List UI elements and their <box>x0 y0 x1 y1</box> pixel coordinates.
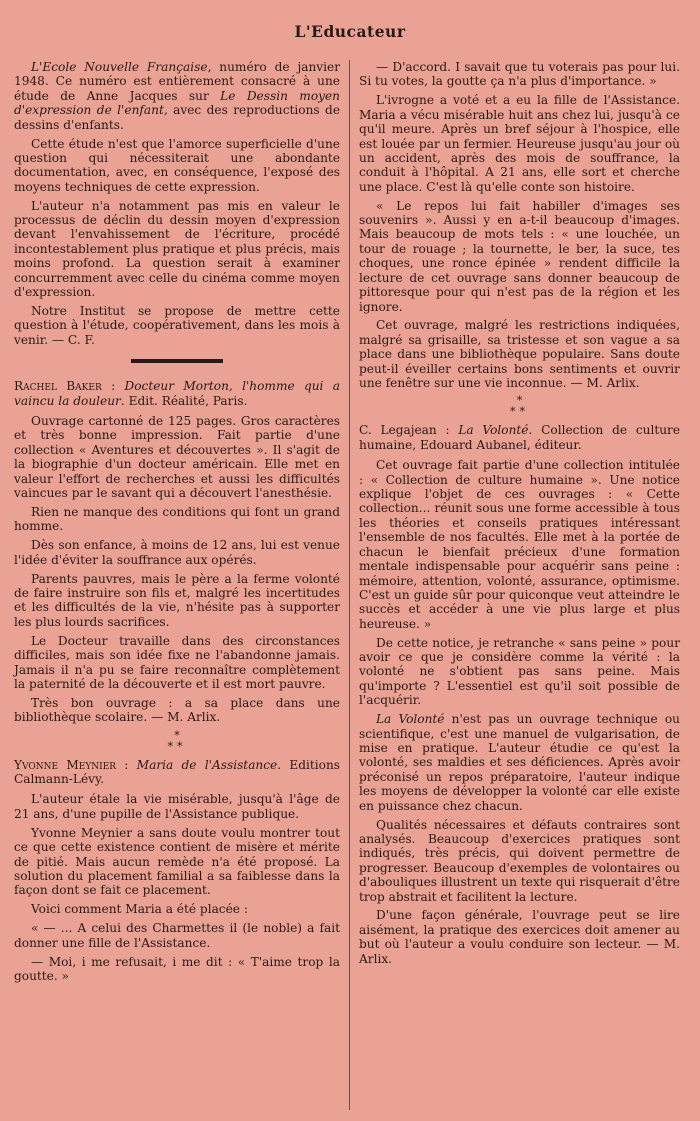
section-stars: * ** <box>510 394 529 419</box>
review-body-legajean <box>359 458 680 707</box>
paragraph: L'auteur étale la vie misérable, jusqu'à l'âge de 21 ans, d'une pupille de l'Assistance publique. <box>14 792 340 821</box>
review-body-meynier <box>14 792 340 983</box>
paragraph: L'ivrogne a voté et a eu la fille de l'Assistance. Maria a vécu misérable huit ans chez lui, jusqu'à ce qu'il meure. Après un bref séjour à l'hospice, elle est louée par un fermier. Heureuse jusqu'au jour où un accident, après des mois de souffrance, la conduit à l'hôpital. A 21 ans, elle sort et cherche une place. C'est là qu'elle conte son histoire. <box>359 93 680 194</box>
paragraph: De cette notice, je retranche « sans peine » pour avoir ce que je considère comme la vérité : la volonté ne s'obtient pas sans peine. Mais qu'importe ? L'essentiel est qu'il soit possible de l'acquérir. <box>359 635 680 708</box>
paragraph: L'auteur n'a notamment pas mis en valeur le processus de déclin du dessin moyen d'expression devant l'envahissement de l'écriture, procédé incontestablement plus pratique et plus précis, mais moins profond. La question serait à examiner concurremment avec celle du cinéma comme moyen d'expression. <box>14 198 340 300</box>
paragraph: D'une façon générale, l'ouvrage peut se lire aisément, la pratique des exercices doit amener au but où l'auteur a voulu conduire son lecteur. — M. Arlix. <box>359 908 680 966</box>
review-book-title: La Volonté <box>458 423 529 438</box>
paragraph: — D'accord. I savait que tu voterais pas pour lui. Si tu votes, la goutte ça n'a plus d'importance. » <box>359 60 680 89</box>
review-book-title: Docteur Morton, l'homme qui a vaincu la douleur <box>14 379 341 408</box>
paragraph: Cet ouvrage, malgré les restrictions indiquées, malgré sa grisaille, sa tristesse et son vague a sa place dans une bibliothèque populaire. Sans doute peut-il éveiller certains bons sentiments et ouvrir une fenêtre sur une vie inconnue. — M. Arlix. <box>359 318 680 391</box>
paragraph: Rien ne manque des conditions qui font un grand homme. <box>14 504 340 534</box>
review-heading-meynier: Yvonne Meynier : Maria de l'Assistance. Editions Calmann-Lévy. <box>14 757 340 787</box>
paragraph: Cette étude n'est que l'amorce superficielle d'une question qui nécessiterait une abondante documentation, avec, en conséquence, l'exposé des moyens techniques de cette expression. <box>14 136 340 194</box>
review-publisher: . Collection de culture humaine, Edouard Aubanel, éditeur. <box>359 423 681 452</box>
journal-title: L'Educateur <box>294 22 406 41</box>
paragraph: — Moi, i me refusait, i me dit : « T'aime trop la goutte. » <box>14 954 340 983</box>
section-stars: * ** <box>167 728 187 753</box>
review-book-title: Maria de l'Assistance <box>136 757 278 772</box>
review-body-legajean-end <box>359 818 680 967</box>
paragraph: Le Docteur travaille dans des circonstances difficiles, mais son idée fixe ne l'abandonne jamais. Jamais il n'a pu se faire reconnaître complètement la paternité de la découverte et il est mort pauvre. <box>14 633 340 691</box>
paragraph: Dès son enfance, à moins de 12 ans, lui est venue l'idée d'éviter la souffrance aux opérés. <box>14 538 340 567</box>
left-column <box>14 60 340 1101</box>
paragraph: L'Ecole Nouvelle Française, numéro de janvier 1948. Ce numéro est entièrement consacré à une étude de Anne Jacques sur Le Dessin moyen d'expression de l'enfant, avec des reproductions de dessins d'enfants. <box>14 60 341 132</box>
review-publisher: . Editions Calmann-Lévy. <box>14 757 340 787</box>
review-author: C. Legajean <box>359 423 437 438</box>
review-author: Rachel Baker <box>14 379 102 394</box>
review-heading-legajean: C. Legajean : La Volonté. Collection de culture humaine, Edouard Aubanel, éditeur. <box>359 423 681 452</box>
review-heading-baker: Rachel Baker : Docteur Morton, l'homme qui a vaincu la douleur. Edit. Réalité, Paris. <box>14 379 341 408</box>
paragraph: Cet ouvrage fait partie d'une collection intitulée : « Collection de culture humaine ». Une notice explique l'objet de ces ouvrages : « Cette collection... réunit sous une forme accessible à tous les théories et conseils pratiques intéressant l'ensemble de nos facultés. Elle met à la portée de chacun le bienfait précieux d'une formation mentale indispensable pour acquérir sans peine : mémoire, attention, volonté, assurance, optimisme. C'est un guide sûr pour quiconque veut atteindre le succès et accéder à une vie plus large et plus heureuse. » <box>359 458 680 631</box>
review-continuation-meynier <box>359 60 680 390</box>
review-publisher: . Edit. Réalité, Paris. <box>120 393 248 408</box>
paragraph: Yvonne Meynier a sans doute voulu montrer tout ce que cette existence contient de misère et mérite de pitié. Mais aucun remède n'a été proposé. La solution du placement familial a sa faiblesse dans la façon dont se fait ce placement. <box>14 825 340 898</box>
right-column <box>359 60 680 1101</box>
column-divider <box>349 60 350 1110</box>
section-rule <box>131 359 223 363</box>
paragraph: « Le repos lui fait habiller d'images ses souvenirs ». Aussi y en a-t-il beaucoup d'images. Mais beaucoup de mots tels : « une louchée, un tour de rouage ; la tournette, le ber, la suce, tes choques, une ronce épinée » rendent difficile la lecture de cet ouvrage sans donner beaucoup de pittoresque pour qui n'est pas de la région et les ignore. <box>359 198 680 314</box>
paragraph: Ouvrage cartonné de 125 pages. Gros caractères et très bonne impression. Fait partie d'une collection « Aventures et découvertes ». Il s'agit de la biographie d'un docteur américain. Elle met en valeur l'effort de recherches et aussi les difficultés vaincues par le savant qui a découvert l'anesthésie. <box>14 414 340 501</box>
paragraph: La Volonté n'est pas un ouvrage technique ou scientifique, c'est une manuel de vulgarisation, de mise en pratique. L'auteur étudie ce qu'est la volonté, ses maldies et ses déficiences. Après avoir préconisé un repos préparatoire, l'auteur indique les moyens de développer la volonté car elle existe en puissance chez chacun. <box>359 712 680 813</box>
paragraph: Qualités nécessaires et défauts contraires sont analysés. Beaucoup d'exercices pratiques sont indiqués, très précis, qui doivent permettre de progresser. Beaucoup d'exemples de volontaires ou d'abouliques illustrent un texte qui risquerait d'être trop abstrait et facilitent la lecture. <box>359 817 680 904</box>
paragraph: « — ... A celui des Charmettes il (le noble) a fait donner une fille de l'Assistance. <box>14 921 340 950</box>
paragraph: Voici comment Maria a été placée : <box>31 902 248 917</box>
review-author: Yvonne Meynier <box>14 757 117 772</box>
paragraph: Parents pauvres, mais le père a la ferme volonté de faire instruire son fils et, malgré les incertitudes et les difficultés de la vie, n'hésite pas à supporter les plus lourds sacrifices. <box>14 571 340 629</box>
paragraph: Notre Institut se propose de mettre cette question à l'étude, coopérativement, dans les mois à venir. — C. F. <box>14 304 340 347</box>
intro-note <box>14 60 340 347</box>
running-header <box>0 22 700 41</box>
paragraph: Très bon ouvrage : a sa place dans une bibliothèque scolaire. — M. Arlix. <box>14 695 340 725</box>
review-body-baker <box>14 414 340 725</box>
